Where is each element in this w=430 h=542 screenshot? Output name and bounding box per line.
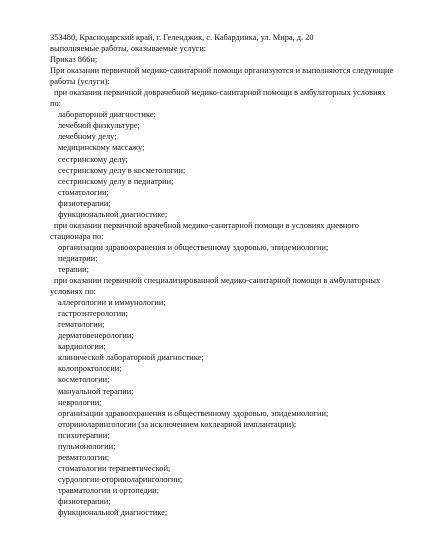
document-line: функциональной диагностике; — [58, 508, 168, 518]
document-line: аллергологии и иммунологии; — [58, 298, 166, 308]
document-line: гематологии; — [58, 320, 105, 330]
document-line: мануальной терапии; — [58, 386, 134, 396]
document-line: по: — [50, 99, 61, 109]
document-line: стационара по: — [50, 231, 104, 241]
document-line: медицинскому массажу; — [58, 143, 145, 153]
document-line: пульмонологии; — [58, 441, 116, 451]
document-line: при оказании первичной доврачебной медико-санитарной помощи в амбулаторных условиях — [54, 88, 386, 98]
document-line: травматологии и ортопедии; — [58, 485, 159, 495]
document-line: организации здравоохранения и общественному здоровью, эпидемиологии; — [58, 242, 329, 252]
document-line: терапии; — [58, 264, 89, 274]
document-line: сестринскому делу в косметологии; — [58, 165, 186, 175]
document-line: сестринскому делу; — [58, 154, 128, 164]
document-line: гастроэнтерологии; — [58, 309, 128, 319]
document-line: лечебному делу; — [58, 132, 117, 142]
document-line: кардиологии; — [58, 342, 106, 352]
document-line: сурдологии-оториноларингологии; — [58, 474, 183, 484]
document-line: неврологии; — [58, 397, 102, 407]
document-line: сестринскому делу в педиатрии; — [58, 176, 174, 186]
document-line: косметологии; — [58, 375, 110, 385]
document-line: педиатрии; — [58, 253, 98, 263]
document-line: клинической лабораторной диагностике; — [58, 353, 204, 363]
document-line: оториноларингологии (за исключением кохлеарной имплантации); — [58, 419, 297, 429]
document-line: при оказании первичной врачебной медико-санитарной помощи в условиях дневного — [54, 220, 359, 230]
document-line: дерматовенерологии; — [58, 331, 134, 341]
document-line: психотерапии; — [58, 430, 110, 440]
document-line: условиях по: — [50, 287, 96, 297]
document-line: 353480, Краснодарский край, г. Геленджик, с. Кабардинка, ул. Мира, д. 20 — [50, 33, 314, 42]
document-line: работы (услуги): — [50, 77, 110, 87]
document-line: При оказании первичной медико-санитарной помощи организуются и выполняются следующие — [50, 66, 394, 76]
document-line: выполняемые работы, оказываемые услуги: — [50, 44, 207, 54]
document-line: физиотерапии; — [58, 198, 111, 208]
document-line: при оказании первичной специализированной медико-санитарной помощи в амбулаторных — [54, 276, 381, 286]
document-line: лечебной физкультуре; — [58, 121, 140, 131]
document-line: организации здравоохранения и общественному здоровью, эпидемиологии; — [58, 408, 329, 418]
document-text-block — [50, 32, 410, 518]
document-line: стоматологии; — [58, 187, 109, 197]
document-line: стоматологии терапевтической; — [58, 463, 171, 473]
document-line: колопроктологии; — [58, 364, 122, 374]
document-line: Приказ 866н; — [50, 55, 98, 65]
document-line: ревматологии; — [58, 452, 110, 462]
document-line: физиотерапии; — [58, 496, 111, 506]
document-line: лабораторной диагностике; — [58, 110, 156, 120]
document-line: функциональной диагностике; — [58, 209, 168, 219]
